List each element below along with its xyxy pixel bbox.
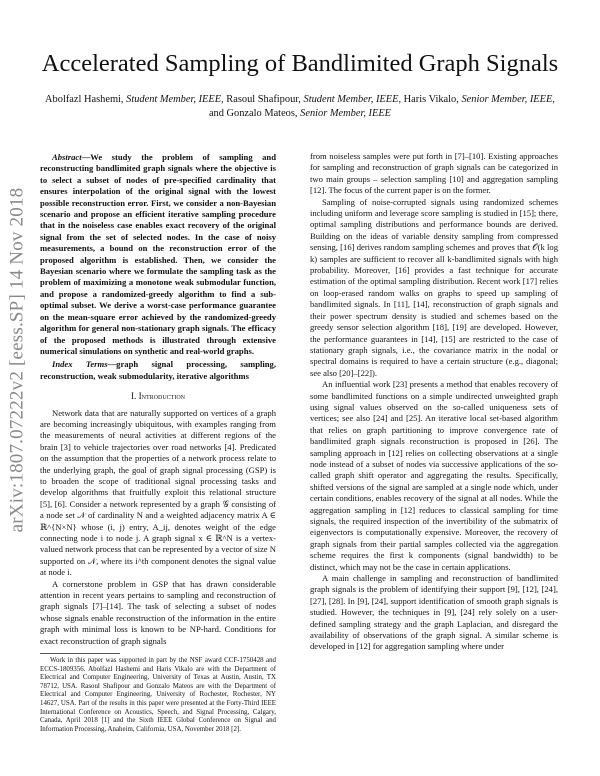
body-paragraph: Network data that are naturally supported on vertices of a graph are becoming increasingly ubiquitous, with examples ranging from the measurements of neural activities at different regions of the brain [3] to vehicle trajectories over road networks [4]. Predicated on the assumption that the properties of a network process relate to the underlying graph, the goal of graph signal processing (GSP) is to broaden the scope of traditional signal processing tasks and develop algorithms that fruitfully exploit this relational structure [5], [6]. Consider a network represented by a graph 𝒢 consisting of a node set 𝒩 of cardinality N and a weighted adjacency matrix A ∈ ℝ^{N×N} whose (i, j) entry, A_ij, denotes weight of the edge connecting node i to node j. A graph signal x ∈ ℝ^N is a vertex-valued network process that can be represented by a vector of size N supported on 𝒩, where its i^th component denotes the signal value at node i. [40, 407, 276, 578]
author-role-3: Senior Member, IEEE, [461, 94, 555, 105]
body-paragraph: from noiseless samples were put forth in [7]–[10]. Existing approaches for sampling and reconstruction of graph signals can be categorized in two main groups – selection sampling [10] and aggregation sampling [12]. The focus of the current paper is on the former. [310, 151, 558, 196]
abstract-label: Abstract [52, 152, 82, 162]
author-role-4: Senior Member, IEEE [300, 107, 392, 119]
author-role-1: Student Member, IEEE, [126, 94, 224, 105]
arxiv-identifier-text: arXiv:1807.07222v2 [eess.SP] 14 Nov 2018 [6, 187, 28, 533]
footnote-divider [40, 653, 120, 654]
index-terms [40, 359, 276, 382]
author-name-2: Rasoul Shafipour, [226, 94, 301, 105]
author-role-2: Student Member, IEEE, [303, 94, 402, 105]
arxiv-identifier-stamp [2, 160, 32, 560]
index-terms-text: —graph signal processing, sampling, reconstruction, weak submodularity, iterative algorithms [40, 359, 276, 381]
right-column [310, 151, 558, 653]
author-list [40, 93, 560, 120]
body-paragraph: A cornerstone problem in GSP that has drawn considerable attention in recent years pertains to sampling and reconstruction of graph signals [7]–[14]. The task of selecting a subset of nodes whose signals enable reconstruction of the information in the entire graph with minimal loss is known to be NP-hard. Conditions for exact reconstruction of graph signals [40, 578, 276, 646]
author-name-3: Haris Vikalo, [403, 94, 459, 105]
abstract [40, 152, 276, 357]
footnote: Work in this paper was supported in part by the NSF award CCF-1750428 and ECCS-1809356. Abolfazl Hashemi and Haris Vikalo are with the Department of Electrical and Computer Engineering, University of Texas at Austin, Austin, TX 78712, USA. Rasoul Shafipour and Gonzalo Mateos are with the Department of Electrical and Computer Engineering, University of Rochester, Rochester, NY 14627, USA. Part of the results in this paper were presented at the Forty-Third IEEE International Conference on Acoustics, Speech, and Signal Processing, Calgary, Canada, April 2018 [1] and the Sixth IEEE Global Conference on Signal and Information Processing, Anaheim, California, USA, November 2018 [2]. [40, 657, 276, 733]
body-paragraph: An influential work [23] presents a method that enables recovery of some bandlimited functions on a simple undirected unweighted graph using signal values observed on the so-called uniqueness sets of vertices; see also [24] and [25]. An iterative local set-based algorithm that relies on graph partitioning to improve convergence rate of bandlimited graph signals reconstruction is proposed in [26]. The sampling approach in [12] relies on collecting observations at a single node instead of a subset of nodes via successive applications of the so-called graph shift operator and aggregating the results. Specifically, shifted versions of the signal are sampled at a single node which, under certain conditions, enables recovery of the signal at all nodes. While the aggregation sampling in [12] reduces to classical sampling for time signals, the required inspection of the invertibility of the submatrix of eigenvectors is computationally expensive. Moreover, the recovery of graph signals from their partial samples collected via the aggregation scheme requires the first k components (signal bandwidth) to be distinct, which may not be the case in certain applications. [310, 379, 558, 572]
body-paragraph: Sampling of noise-corrupted signals using randomized schemes including uniform and leverage score sampling is studied in [15]; there, optimal sampling distributions and performance bounds are derived. Building on the ideas of variable density sampling from compressed sensing, [16] derives random sampling schemes and proves that 𝒪(k log k) samples are sufficient to recover all k-bandlimited signals with high probability. Moreover, [16] provides a fast technique for accurate estimation of the optimal sampling distribution. Recent work [17] relies on loop-erased random walks on graphs to speed up sampling of bandlimited signals. In [11], [14], reconstruction of graph signals and their power spectrum density is studied and schemes based on the greedy sensor selection algorithm [18], [19] are developed. However, the performance guarantees in [14], [15] are restricted to the case of stationary graph signals, i.e., the covariance matrix in the nodal or spectral domains is required to have a certain structure (e.g., diagonal; see also [20]–[22]). [310, 196, 558, 378]
left-column [40, 152, 276, 734]
paper-title: Accelerated Sampling of Bandlimited Graph Signals [41, 50, 559, 77]
section-heading-introduction: I. Introduction [130, 391, 186, 402]
author-name-1: Abolfazl Hashemi, [45, 94, 124, 105]
author-name-4: and Gonzalo Mateos, [208, 107, 298, 119]
body-paragraph: A main challenge in sampling and reconstruction of bandlimited graph signals is the problem of identifying their support [9], [12], [24], [27], [28]. In [9], [24], support identification of smooth graph signals is studied. However, the techniques in [9], [24] rely solely on a user-defined sampling strategy and the graph Laplacian, and disregard the availability of observations of the graph signal. A similar scheme is developed in [12] for aggregation sampling where under [310, 573, 558, 652]
abstract-text: —We study the problem of sampling and reconstructing bandlimited graph signals where the objective is to select a subset of nodes of pre-specified cardinality that ensures interpolation of the original signal with the lowest possible reconstruction error. First, we consider a non-Bayesian scenario and propose an efficient iterative sampling procedure that in the noiseless case enables exact recovery of the original signal from the set of selected nodes. In the case of noisy measurements, a bound on the reconstruction error of the proposed algorithm is established. Then, we consider the Bayesian scenario where we formulate the sampling task as the problem of maximizing a monotone weak submodular function, and propose a randomized-greedy algorithm to find a sub-optimal subset. We derive a worst-case performance guarantee on the mean-square error achieved by the randomized-greedy algorithm for general non-stationary graph signals. The efficacy of the proposed methods is illustrated through extensive numerical simulations on synthetic and real-world graphs. [40, 152, 276, 356]
index-terms-label: Index Terms [52, 359, 108, 370]
